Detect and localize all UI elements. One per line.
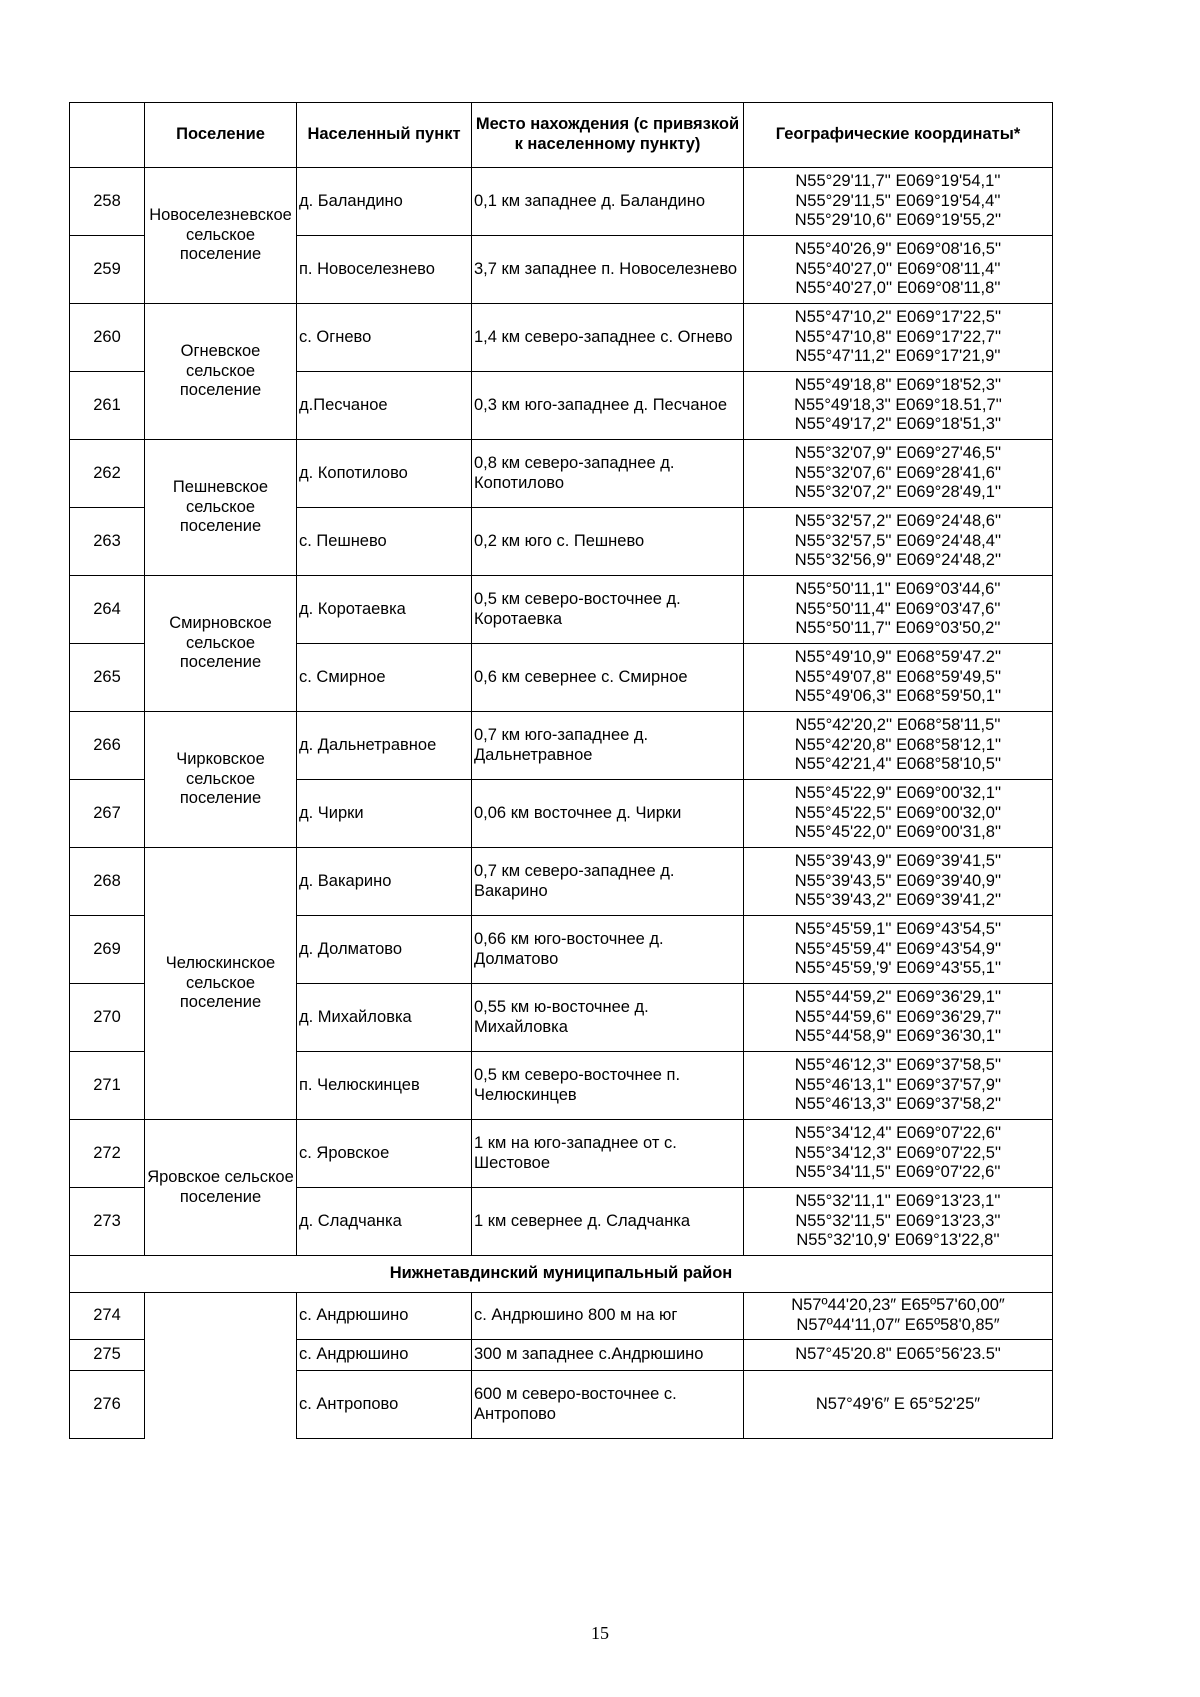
coordinate-line: N55°42'20,8'' E068°58'12,1'' (794, 735, 1002, 754)
locality-cell: с. Андрюшино (297, 1340, 472, 1371)
row-number: 274 (70, 1293, 145, 1340)
coordinates-cell (744, 916, 1053, 984)
coordinates-cell (744, 1052, 1053, 1120)
coordinate-line: N55°49'17,2'' E069°18'51,3'' (794, 415, 1002, 434)
table-row (70, 1293, 1053, 1340)
row-number: 263 (70, 508, 145, 576)
coordinates-cell (744, 576, 1053, 644)
coordinate-line: N57º44'20,23″ E65º57'60,00″ (791, 1296, 1005, 1315)
locality-cell: п. Челюскинцев (297, 1052, 472, 1120)
coordinate-line: N55°45'22,9'' E069°00'32,1'' (794, 783, 1002, 802)
coordinate-line: N55°32'11,1'' E069°13'23,1'' (795, 1191, 1001, 1210)
coordinates-cell (744, 1188, 1053, 1256)
coordinate-line: N55°50'11,1'' E069°03'44,6'' (795, 579, 1001, 598)
coordinates-cell (744, 440, 1053, 508)
locality-cell: с. Огнево (297, 304, 472, 372)
coordinate-line: N55°47'10,2'' E069°17'22,5'' (794, 307, 1002, 326)
location-cell: 300 м западнее с.Андрюшино (472, 1340, 744, 1371)
settlement-cell: Новоселезневское сельское поселение (145, 168, 297, 304)
coordinates-cell (744, 168, 1053, 236)
locality-cell: д. Баландино (297, 168, 472, 236)
row-number: 260 (70, 304, 145, 372)
coordinates-cell (744, 712, 1053, 780)
location-cell: 0,7 км юго-западнее д. Дальнетравное (472, 712, 744, 780)
coordinate-line: N55°46'13,3'' E069°37'58,2'' (794, 1095, 1002, 1114)
settlement-cell: Чирковское сельское поселение (145, 712, 297, 848)
coordinates-cell (744, 1340, 1053, 1371)
coordinate-line: N55°32'10,9' E069°13'22,8'' (796, 1231, 1000, 1250)
coordinate-line: N55°42'21,4'' E068°58'10,5'' (794, 755, 1002, 774)
row-number: 276 (70, 1371, 145, 1439)
location-cell: 0,66 км юго-восточнее д. Долматово (472, 916, 744, 984)
settlement-cell: Пешневское сельское поселение (145, 440, 297, 576)
coordinate-line: N55°39'43,2'' E069°39'41,2'' (794, 891, 1002, 910)
header-coordinates: Географические координаты* (744, 103, 1053, 168)
location-cell: 600 м северо-восточнее с. Антропово (472, 1371, 744, 1439)
coordinate-line: N55°45'59,4'' E069°43'54,9'' (794, 939, 1002, 958)
header-locality: Населенный пункт (297, 103, 472, 168)
locality-cell: д. Долматово (297, 916, 472, 984)
coordinate-line: N55°32'56,9'' E069°24'48,2'' (794, 551, 1002, 570)
coordinates-cell (744, 984, 1053, 1052)
locality-cell: с. Яровское (297, 1120, 472, 1188)
row-number: 273 (70, 1188, 145, 1256)
location-cell: 0,5 км северо-восточнее д. Коротаевка (472, 576, 744, 644)
row-number: 272 (70, 1120, 145, 1188)
coordinate-line: N55°39'43,5'' E069°39'40,9'' (794, 871, 1002, 890)
location-cell: 0,7 км северо-западнее д. Вакарино (472, 848, 744, 916)
location-cell: 0,6 км севернее с. Смирное (472, 644, 744, 712)
locality-cell: д. Коротаевка (297, 576, 472, 644)
coordinate-line: N55°44'59,6'' E069°36'29,7'' (794, 1007, 1002, 1026)
coordinate-line: N55°46'12,3'' E069°37'58,5'' (794, 1055, 1002, 1074)
coordinate-line: N55°40'27,0'' E069°08'11,8'' (795, 279, 1001, 298)
coordinate-line: N55°49'18,3'' E069°18.51,7'' (794, 395, 1002, 414)
locality-cell: д. Дальнетравное (297, 712, 472, 780)
coordinate-line: N55°49'07,8'' E068°59'49,5'' (794, 667, 1002, 686)
coordinate-line: N55°45'22,0'' E069°00'31,8'' (794, 823, 1002, 842)
coordinate-line: N55°32'57,5'' E069°24'48,4'' (794, 531, 1002, 550)
row-number: 262 (70, 440, 145, 508)
coordinate-line: N55°32'11,5'' E069°13'23,3'' (795, 1211, 1001, 1230)
coordinate-line: N55°32'07,9'' E069°27'46,5'' (794, 443, 1002, 462)
locality-cell: с. Пешнево (297, 508, 472, 576)
coordinate-line: N57°45'20.8" E065°56'23.5" (795, 1345, 1001, 1364)
locality-cell: с. Антропово (297, 1371, 472, 1439)
row-number: 268 (70, 848, 145, 916)
row-number: 271 (70, 1052, 145, 1120)
table-row (70, 1120, 1053, 1188)
location-cell: 1 км севернее д. Сладчанка (472, 1188, 744, 1256)
table-row (70, 848, 1053, 916)
locality-cell: д. Копотилово (297, 440, 472, 508)
coordinates-cell (744, 848, 1053, 916)
header-number (70, 103, 145, 168)
table-row (70, 168, 1053, 236)
coordinate-line: N55°34'11,5'' E069°07'22,6'' (795, 1163, 1001, 1182)
coordinates-cell (744, 644, 1053, 712)
coordinate-line: N55°45'22,5'' E069°00'32,0'' (794, 803, 1002, 822)
location-cell: 0,1 км западнее д. Баландино (472, 168, 744, 236)
locality-cell: п. Новоселезнево (297, 236, 472, 304)
coordinate-line: N55°50'11,4'' E069°03'47,6'' (795, 599, 1001, 618)
coordinate-line: N57º44'11,07″ E65º58'0,85″ (796, 1316, 1000, 1334)
page-number: 15 (591, 1623, 609, 1643)
sites-table (69, 102, 1053, 1439)
coordinates-cell (744, 780, 1053, 848)
location-cell: 0,8 км северо-западнее д. Копотилово (472, 440, 744, 508)
location-cell: 1,4 км северо-западнее с. Огнево (472, 304, 744, 372)
coordinate-line: N55°32'07,6'' E069°28'41,6'' (794, 463, 1002, 482)
settlement-cell: Смирновское сельское поселение (145, 576, 297, 712)
row-number: 261 (70, 372, 145, 440)
coordinate-line: N55°49'10,9'' E068°59'47.2'' (794, 647, 1002, 666)
coordinate-line: N55°29'10,6'' E069°19'55,2'' (794, 211, 1002, 230)
location-cell: с. Андрюшино 800 м на юг (472, 1293, 744, 1340)
locality-cell: д.Песчаное (297, 372, 472, 440)
settlement-cell-empty (145, 1293, 297, 1439)
coordinates-cell (744, 1371, 1053, 1439)
table-row (70, 712, 1053, 780)
coordinate-line: N55°29'11,5'' E069°19'54,4'' (795, 191, 1001, 210)
coordinates-cell (744, 304, 1053, 372)
coordinates-cell (744, 1120, 1053, 1188)
coordinate-line: N55°50'11,7'' E069°03'50,2'' (795, 619, 1001, 638)
coordinate-line: N55°45'59,'9' E069°43'55,1'' (794, 959, 1002, 978)
locality-cell: д. Вакарино (297, 848, 472, 916)
coordinates-cell (744, 372, 1053, 440)
table-row (70, 576, 1053, 644)
coordinate-line: N55°45'59,1'' E069°43'54,5'' (794, 919, 1002, 938)
header-row (70, 103, 1053, 168)
location-cell: 0,3 км юго-западнее д. Песчаное (472, 372, 744, 440)
coordinate-line: N55°34'12,4'' E069°07'22,6'' (794, 1123, 1002, 1142)
row-number: 266 (70, 712, 145, 780)
settlement-cell: Яровское сельское поселение (145, 1120, 297, 1256)
district-row (70, 1256, 1053, 1293)
locality-cell: д. Сладчанка (297, 1188, 472, 1256)
coordinates-cell (744, 1293, 1053, 1340)
location-cell: 1 км на юго-западнее от с. Шестовое (472, 1120, 744, 1188)
coordinate-line: N55°32'07,2'' E069°28'49,1'' (794, 483, 1002, 502)
table-row (70, 440, 1053, 508)
coordinate-line: N55°40'27,0'' E069°08'11,4'' (795, 259, 1001, 278)
coordinates-cell (744, 508, 1053, 576)
coordinate-line: N55°39'43,9'' E069°39'41,5'' (794, 851, 1002, 870)
settlement-cell: Челюскинское сельское поселение (145, 848, 297, 1120)
location-cell: 0,55 км ю-восточнее д. Михайловка (472, 984, 744, 1052)
header-location: Место нахождения (с привязкой к населенному пункту) (472, 103, 744, 168)
locality-cell: д. Михайловка (297, 984, 472, 1052)
coordinate-line: N55°40'26,9'' E069°08'16,5'' (794, 239, 1002, 258)
row-number: 269 (70, 916, 145, 984)
location-cell: 3,7 км западнее п. Новоселезнево (472, 236, 744, 304)
coordinate-line: N55°49'18,8'' E069°18'52,3'' (794, 375, 1002, 394)
coordinates-cell (744, 236, 1053, 304)
row-number: 259 (70, 236, 145, 304)
row-number: 258 (70, 168, 145, 236)
coordinate-line: N55°34'12,3'' E069°07'22,5'' (794, 1143, 1002, 1162)
coordinate-line: N55°44'58,9'' E069°36'30,1'' (794, 1027, 1002, 1046)
row-number: 267 (70, 780, 145, 848)
coordinate-line: N55°44'59,2'' E069°36'29,1'' (794, 987, 1002, 1006)
row-number: 264 (70, 576, 145, 644)
location-cell: 0,2 км юго с. Пешнево (472, 508, 744, 576)
coordinate-line: N55°49'06,3'' E068°59'50,1'' (794, 687, 1002, 706)
location-cell: 0,5 км северо-восточнее п. Челюскинцев (472, 1052, 744, 1120)
location-cell: 0,06 км восточнее д. Чирки (472, 780, 744, 848)
coordinate-line: N55°29'11,7'' E069°19'54,1'' (795, 171, 1001, 190)
header-settlement: Поселение (145, 103, 297, 168)
locality-cell: д. Чирки (297, 780, 472, 848)
table-row (70, 304, 1053, 372)
coordinate-line: N55°32'57,2'' E069°24'48,6'' (794, 511, 1002, 530)
locality-cell: с. Смирное (297, 644, 472, 712)
row-number: 270 (70, 984, 145, 1052)
coordinate-line: N55°46'13,1'' E069°37'57,9'' (794, 1075, 1002, 1094)
coordinate-line: N55°47'10,8'' E069°17'22,7'' (794, 327, 1002, 346)
coordinate-line: N55°47'11,2'' E069°17'21,9'' (795, 347, 1001, 366)
row-number: 265 (70, 644, 145, 712)
locality-cell: с. Андрюшино (297, 1293, 472, 1340)
row-number: 275 (70, 1340, 145, 1371)
coordinate-line: N57°49'6″ E 65°52'25″ (815, 1394, 981, 1413)
district-title: Нижнетавдинский муниципальный район (70, 1256, 1053, 1293)
settlement-cell: Огневское сельское поселение (145, 304, 297, 440)
coordinate-line: N55°42'20,2'' E068°58'11,5'' (795, 715, 1001, 734)
